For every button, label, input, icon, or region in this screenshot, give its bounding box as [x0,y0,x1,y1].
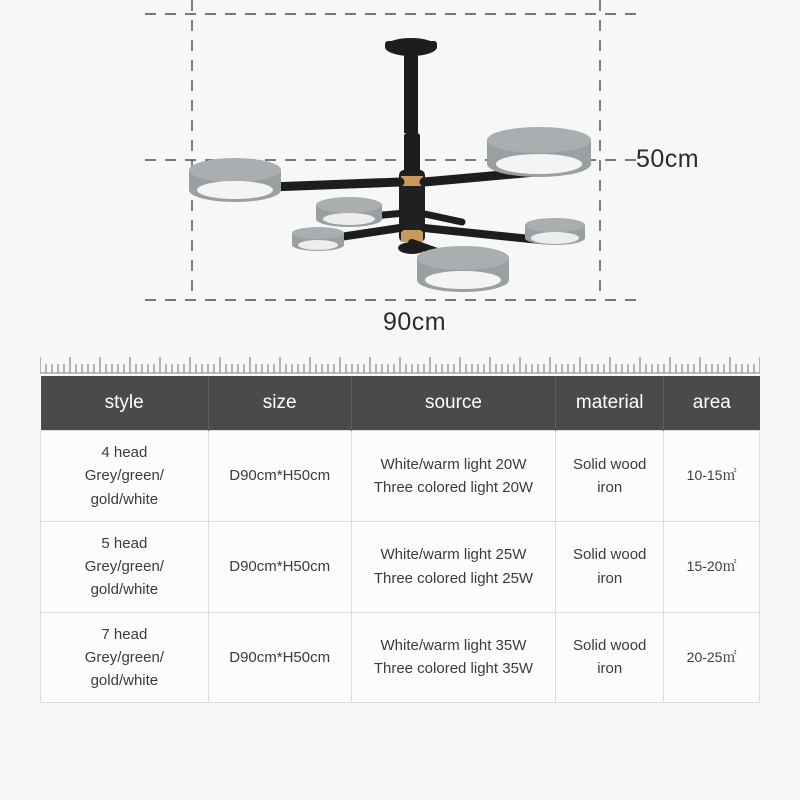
source-line-1: White/warm light 25W [380,546,527,564]
cell-source [351,612,556,703]
style-line-3: gold/white [90,490,159,508]
cell-size: D90cm*H50cm [208,612,351,703]
lamp-shade-right-upper [487,127,591,177]
style-line-2: Grey/green/ [84,558,164,575]
column-header-size: size [208,376,351,431]
column-header-material: material [556,376,664,431]
central-body [398,133,426,254]
source-line-2: Three colored light 35W [373,660,534,678]
cell-source [351,521,556,612]
source-line-2: Three colored light 25W [373,569,534,587]
lamp-shade-mid-right [525,218,585,245]
material-line-2: iron [597,660,623,678]
specification-table [40,376,760,703]
cell-material [556,521,664,612]
lamp-arms [243,172,540,262]
column-header-style: style [41,376,209,431]
column-header-source: source [351,376,556,431]
style-line-3: gold/white [90,581,159,599]
cell-style [41,612,209,703]
lamp-shade-bottom-center [417,246,509,292]
width-dimension-label: 90cm [383,308,447,336]
source-line-2: Three colored light 20W [373,478,534,496]
ceiling-mount [385,38,437,133]
cell-source [351,431,556,522]
material-line-2: iron [597,478,623,496]
cell-size: D90cm*H50cm [208,431,351,522]
column-header-area: area [664,376,760,431]
cell-area: 20-25㎡ [664,612,760,703]
lamp-shade-lower-left [292,227,344,251]
style-line-2: Grey/green/ [84,648,164,666]
lamp-shade-mid-left [316,197,382,227]
cell-style [41,521,209,612]
material-line-1: Solid wood [573,637,647,655]
table-header-row [41,376,760,431]
style-line-1: 5 head [101,534,148,552]
table-row [41,612,760,703]
cell-area: 10-15㎡ [664,431,760,522]
ruler-decoration [40,352,760,374]
style-line-1: 7 head [101,625,148,643]
source-line-1: White/warm light 20W [380,455,527,473]
table-row [41,431,760,522]
style-line-2: Grey/green/ [84,467,164,485]
table-row [41,521,760,612]
cell-material [556,612,664,703]
material-line-2: iron [597,569,623,587]
cell-size: D90cm*H50cm [208,521,351,612]
lamp-shade-left-upper [189,158,281,202]
cell-area: 15-20㎡ [664,521,760,612]
material-line-1: Solid wood [573,455,647,473]
cell-style [41,431,209,522]
style-line-1: 4 head [101,444,148,461]
style-line-3: gold/white [90,672,159,689]
product-dimension-diagram [0,0,800,350]
source-line-1: White/warm light 35W [380,637,527,655]
material-line-1: Solid wood [573,546,647,564]
chandelier-illustration [0,0,800,350]
cell-material [556,431,664,522]
height-dimension-label: 50cm [636,145,700,173]
